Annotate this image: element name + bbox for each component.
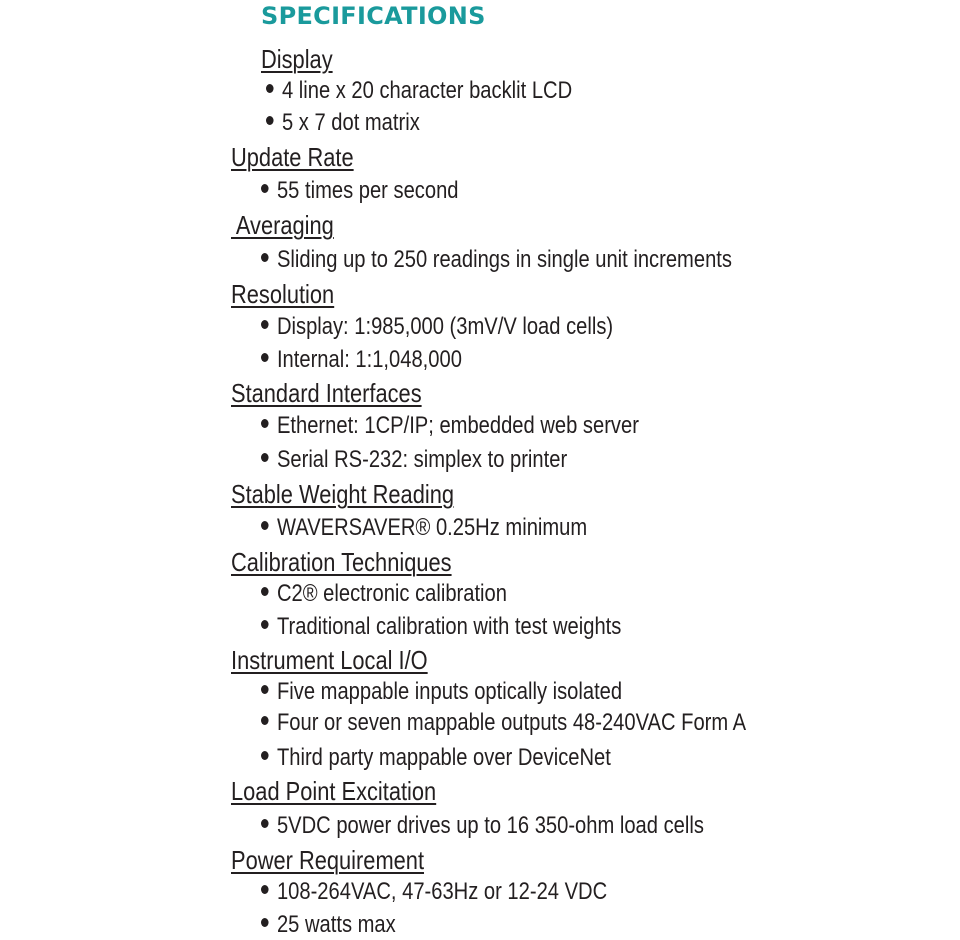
section-heading-stable-weight-reading: Stable Weight Reading xyxy=(231,479,455,509)
section-heading-calibration-techniques: Calibration Techniques xyxy=(231,547,452,577)
bullet-icon xyxy=(261,184,269,193)
page-title: SPECIFICATIONS xyxy=(261,2,486,30)
section-heading-resolution: Resolution xyxy=(231,279,335,309)
list-item: Sliding up to 250 readings in single unit increments xyxy=(261,246,732,274)
bullet-icon xyxy=(261,253,269,262)
bullet-icon xyxy=(261,453,269,462)
bullet-icon xyxy=(266,116,274,125)
bullet-icon xyxy=(261,587,269,596)
section-heading-display: Display xyxy=(261,44,333,74)
section-heading-standard-interfaces: Standard Interfaces xyxy=(231,378,422,408)
list-item: 5 x 7 dot matrix xyxy=(266,109,420,137)
bullet-icon xyxy=(261,521,269,530)
list-item: Third party mappable over DeviceNet xyxy=(261,744,611,772)
list-item: 25 watts max xyxy=(261,911,396,939)
list-item: 5VDC power drives up to 16 350-ohm load cells xyxy=(261,812,704,840)
bullet-icon xyxy=(266,84,274,93)
list-item: 4 line x 20 character backlit LCD xyxy=(266,77,572,105)
bullet-icon xyxy=(261,620,269,629)
bullet-icon xyxy=(261,353,269,362)
list-item: Internal: 1:1,048,000 xyxy=(261,346,462,374)
bullet-icon xyxy=(261,918,269,927)
list-item: 55 times per second xyxy=(261,177,459,205)
bullet-icon xyxy=(261,419,269,428)
list-item: Four or seven mappable outputs 48-240VAC Form A xyxy=(261,709,746,737)
list-item: WAVERSAVER® 0.25Hz minimum xyxy=(261,514,587,542)
list-item: 108-264VAC, 47-63Hz or 12-24 VDC xyxy=(261,878,607,906)
list-item: C2® electronic calibration xyxy=(261,580,507,608)
list-item: Five mappable inputs optically isolated xyxy=(261,678,622,706)
list-item: Display: 1:985,000 (3mV/V load cells) xyxy=(261,313,613,341)
section-heading-load-point-excitation: Load Point Excitation xyxy=(231,776,437,806)
list-item: Traditional calibration with test weights xyxy=(261,613,621,641)
bullet-icon xyxy=(261,819,269,828)
section-heading-power-requirement: Power Requirement xyxy=(231,845,425,875)
bullet-icon xyxy=(261,885,269,894)
bullet-icon xyxy=(261,716,269,725)
section-heading-averaging: Averaging xyxy=(231,210,334,240)
list-item: Serial RS-232: simplex to printer xyxy=(261,446,567,474)
section-heading-instrument-local-io: Instrument Local I/O xyxy=(231,645,428,675)
bullet-icon xyxy=(261,751,269,760)
section-heading-update-rate: Update Rate xyxy=(231,142,354,172)
bullet-icon xyxy=(261,320,269,329)
list-item: Ethernet: 1CP/IP; embedded web server xyxy=(261,412,639,440)
bullet-icon xyxy=(261,685,269,694)
